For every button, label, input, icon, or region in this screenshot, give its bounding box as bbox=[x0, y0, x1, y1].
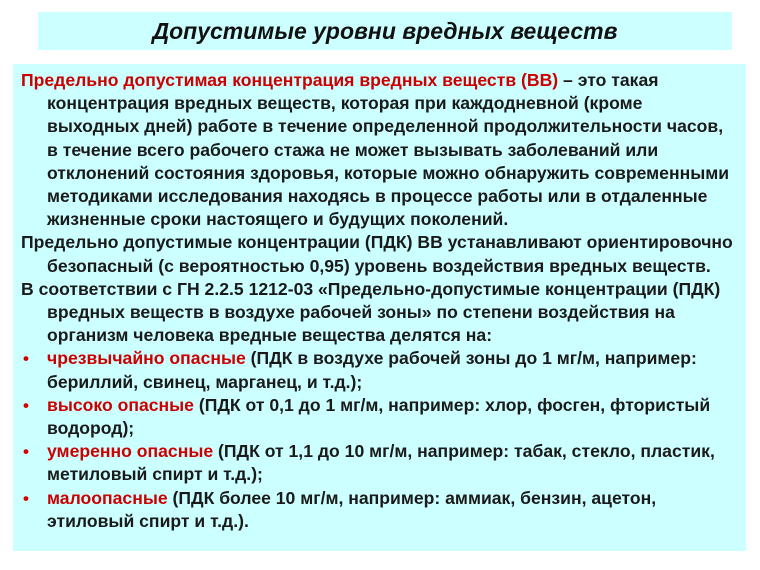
hazard-class-term: умеренно опасные bbox=[47, 441, 214, 462]
list-item bbox=[21, 487, 738, 533]
definition-term: Предельно допустимая концентрация вредных веществ (ВВ) bbox=[21, 70, 559, 90]
definition-text: – это такая концентрация вредных веществ, которая при каждодневной (кроме выходных дней) работе в течение определенной продолжительности часов, в течение всего рабочего стажа не может вызывать заболеваний или отклонений состояния здоровья, которые можно обнаружить современными методиками исследования находясь в процессе работы или в отдаленные жизненные сроки настоящего и будущих поколений. bbox=[47, 70, 730, 230]
definition-paragraph bbox=[21, 69, 738, 231]
hazard-class-text: (ПДК от 0,1 до 1 мг/м, например: хлор, фосген, фтористый водород); bbox=[47, 394, 711, 439]
hazard-class-term: малоопасные bbox=[47, 487, 168, 508]
list-item bbox=[21, 440, 738, 486]
classification-paragraph: В соответствии с ГН 2.2.5 1212-03 «Предельно-допустимые концентрации (ПДК) вредных веществ в воздухе рабочей зоны» по степени воздействия на организм человека вредные вещества делятся на: bbox=[21, 278, 721, 346]
bullet-icon: • bbox=[23, 488, 29, 508]
bullet-icon: • bbox=[23, 442, 29, 462]
list-item bbox=[21, 347, 738, 393]
page-title: Допустимые уровни вредных веществ bbox=[152, 17, 618, 44]
hazard-class-text: (ПДК более 10 мг/м, например: аммиак, бензин, ацетон, этиловый спирт и т.д.). bbox=[47, 487, 657, 531]
hazard-class-text: (ПДК от 1,1 до 10 мг/м, например: табак, стекло, пластик, метиловый спирт и т.д.); bbox=[47, 441, 715, 485]
content-panel bbox=[13, 64, 746, 551]
list-item bbox=[21, 394, 738, 440]
bullet-icon: • bbox=[23, 349, 29, 369]
pdk-paragraph: Предельно допустимые концентрации (ПДК) ВВ устанавливают ориентировочно безопасный (с вероятностью 0,95) уровень воздействия вредных веществ. bbox=[21, 232, 733, 276]
bullet-icon: • bbox=[23, 395, 29, 415]
title-bar bbox=[38, 12, 732, 50]
hazard-class-text: (ПДК в воздухе рабочей зоны до 1 мг/м, например: бериллий, свинец, марганец, и т.д.); bbox=[47, 348, 697, 392]
hazard-class-term: высоко опасные bbox=[47, 394, 194, 415]
hazard-class-term: чрезвычайно опасные bbox=[47, 348, 246, 369]
